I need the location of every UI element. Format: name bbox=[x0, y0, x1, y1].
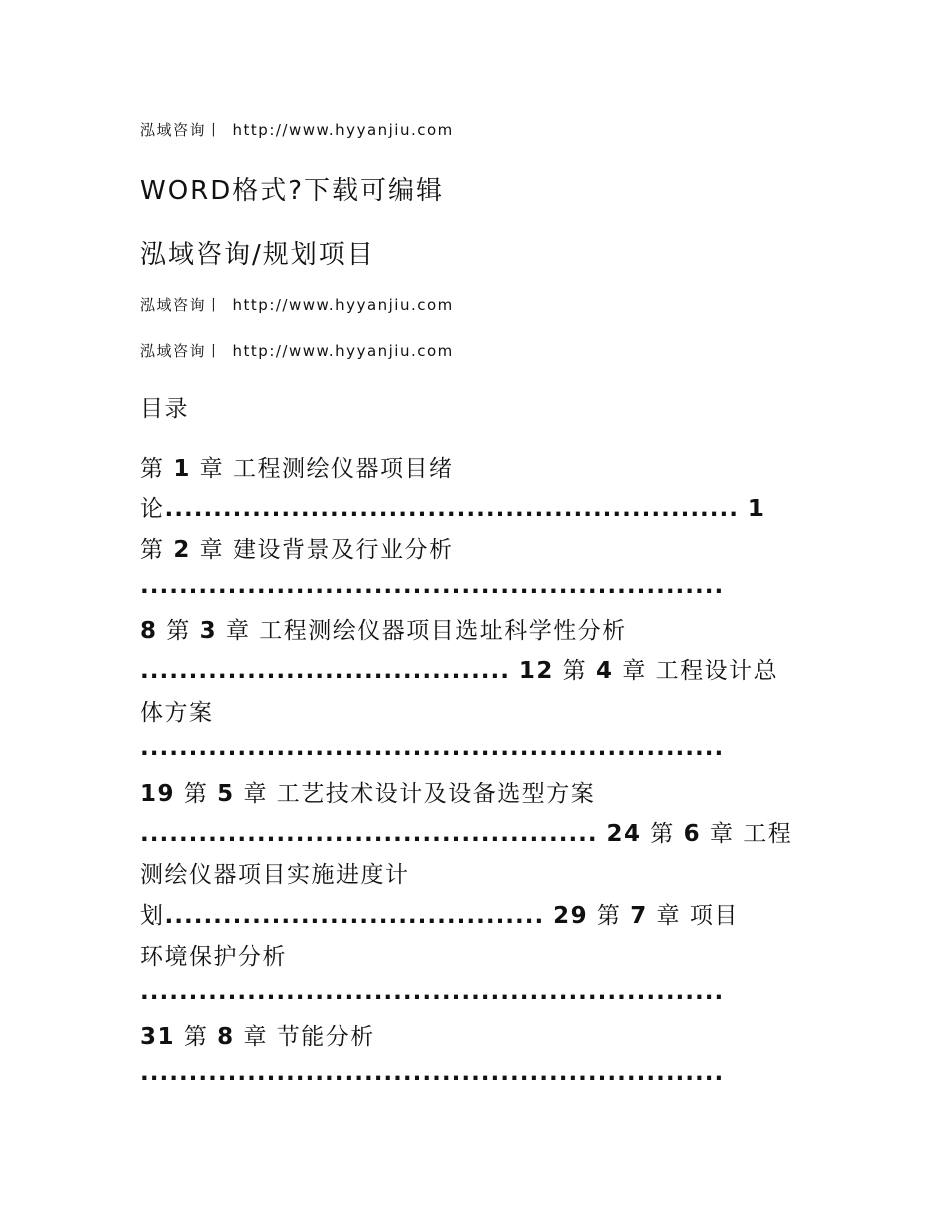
page-number: 12 bbox=[518, 658, 554, 684]
toc-line[interactable] bbox=[140, 652, 778, 685]
url-link[interactable]: http://www.hyyanjiu.com bbox=[232, 121, 454, 139]
page-number: 31 bbox=[140, 1024, 176, 1050]
toc-line[interactable] bbox=[140, 694, 214, 727]
toc-line[interactable] bbox=[140, 1060, 724, 1086]
company-name: 泓域咨询 bbox=[140, 342, 207, 360]
chapter-prefix: 第 bbox=[596, 903, 622, 929]
toc-line[interactable] bbox=[140, 490, 765, 523]
chapter-number: 5 bbox=[217, 781, 235, 807]
chapter-number: 2 bbox=[173, 537, 191, 563]
chapter-title: 测绘仪器项目实施进度计 bbox=[140, 862, 410, 888]
header-line-1 bbox=[140, 119, 454, 140]
toc-leader-dots: ........................................................... bbox=[164, 496, 740, 522]
page-number: 19 bbox=[140, 781, 176, 807]
company-name: 泓域咨询 bbox=[140, 121, 207, 139]
chapter-number: 6 bbox=[683, 821, 702, 847]
chapter-title: 划 bbox=[140, 903, 165, 929]
page-number: 8 bbox=[140, 618, 158, 644]
chapter-title: 章 工程测绘仪器项目绪 bbox=[199, 456, 454, 482]
chapter-title: 章 工程 bbox=[709, 821, 793, 847]
toc-heading: 目录 bbox=[140, 396, 189, 422]
chapter-title: 环境保护分析 bbox=[140, 944, 287, 970]
toc-leader-dots: ...................................... bbox=[140, 658, 511, 684]
chapter-number: 8 bbox=[217, 1024, 235, 1050]
toc-line[interactable] bbox=[140, 775, 595, 808]
toc-line[interactable] bbox=[140, 856, 410, 889]
toc-line[interactable] bbox=[140, 735, 724, 761]
separator: 丨 bbox=[206, 342, 223, 360]
toc-line[interactable] bbox=[140, 573, 724, 599]
toc-leader-dots: ............................................... bbox=[140, 821, 598, 847]
chapter-number: 4 bbox=[595, 658, 614, 684]
page-number: 1 bbox=[747, 496, 766, 522]
chapter-number: 3 bbox=[199, 618, 218, 644]
chapter-prefix: 第 bbox=[183, 781, 209, 807]
chapter-title: 章 工程测绘仪器项目选址科学性分析 bbox=[225, 618, 627, 644]
chapter-number: 1 bbox=[173, 456, 191, 482]
page-number: 24 bbox=[606, 821, 642, 847]
toc-line[interactable] bbox=[140, 897, 739, 930]
chapter-prefix: 第 bbox=[183, 1024, 209, 1050]
chapter-number: 7 bbox=[630, 903, 648, 929]
chapter-title: 体方案 bbox=[140, 700, 214, 726]
separator: 丨 bbox=[206, 296, 223, 314]
chapter-prefix: 第 bbox=[140, 456, 165, 482]
header-line-3 bbox=[140, 340, 454, 361]
page-number: 29 bbox=[553, 903, 589, 929]
chapter-title: 论 bbox=[140, 496, 165, 522]
toc-line[interactable] bbox=[140, 979, 724, 1005]
chapter-title: 章 工艺技术设计及设备选型方案 bbox=[243, 781, 596, 807]
company-name: 泓域咨询 bbox=[140, 296, 207, 314]
toc-line[interactable] bbox=[140, 938, 287, 971]
chapter-prefix: 第 bbox=[562, 658, 588, 684]
toc-line[interactable] bbox=[140, 450, 453, 483]
toc-line[interactable] bbox=[140, 1018, 375, 1051]
chapter-prefix: 第 bbox=[166, 618, 191, 644]
toc-line[interactable] bbox=[140, 531, 453, 564]
chapter-title: 章 节能分析 bbox=[243, 1024, 375, 1050]
chapter-title: 章 建设背景及行业分析 bbox=[199, 537, 454, 563]
document-subtitle: 泓域咨询/规划项目 bbox=[140, 240, 375, 270]
url-link[interactable]: http://www.hyyanjiu.com bbox=[232, 296, 454, 314]
document-title: WORD格式?下载可编辑 bbox=[140, 176, 445, 206]
chapter-title: 章 工程设计总 bbox=[622, 658, 779, 684]
chapter-prefix: 第 bbox=[140, 537, 165, 563]
separator: 丨 bbox=[206, 121, 223, 139]
url-link[interactable]: http://www.hyyanjiu.com bbox=[232, 342, 454, 360]
toc-leader-dots: ............................................................ bbox=[140, 979, 725, 1005]
header-line-2 bbox=[140, 294, 454, 315]
toc-line[interactable] bbox=[140, 612, 627, 645]
toc-leader-dots: ............................................................ bbox=[140, 1060, 725, 1086]
toc-leader-dots: ....................................... bbox=[164, 903, 545, 929]
chapter-title: 章 项目 bbox=[656, 903, 739, 929]
toc-leader-dots: ............................................................ bbox=[140, 573, 725, 599]
chapter-prefix: 第 bbox=[650, 821, 675, 847]
toc-line[interactable] bbox=[140, 815, 792, 848]
toc-leader-dots: ............................................................ bbox=[140, 735, 725, 761]
